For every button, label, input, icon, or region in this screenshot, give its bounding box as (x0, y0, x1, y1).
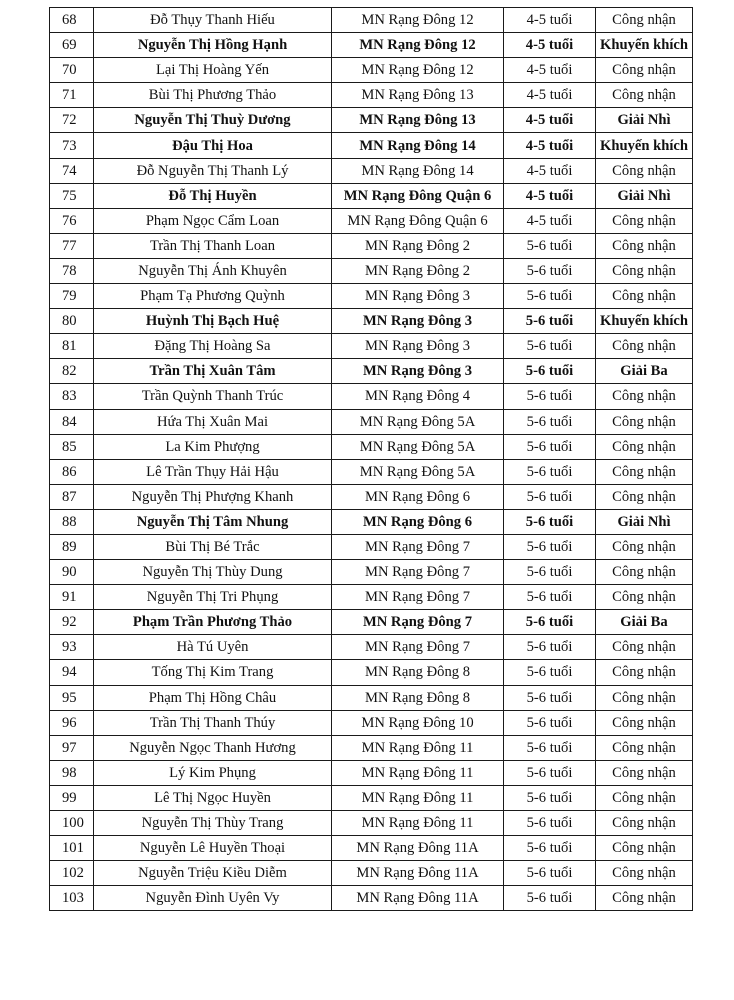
school-name: MN Rạng Đông 11 (332, 760, 504, 785)
age-group: 5-6 tuổi (504, 886, 596, 911)
teacher-name: Phạm Thị Hồng Châu (94, 685, 332, 710)
award-level: Công nhận (596, 760, 693, 785)
row-number: 101 (50, 836, 94, 861)
award-level: Giải Nhì (596, 509, 693, 534)
table-row (50, 560, 693, 585)
table-row (50, 359, 693, 384)
teacher-name: Nguyễn Thị Phượng Khanh (94, 484, 332, 509)
award-level: Công nhận (596, 710, 693, 735)
row-number: 68 (50, 8, 94, 33)
age-group: 4-5 tuổi (504, 83, 596, 108)
row-number: 86 (50, 459, 94, 484)
school-name: MN Rạng Đông 11A (332, 861, 504, 886)
row-number: 70 (50, 58, 94, 83)
school-name: MN Rạng Đông 14 (332, 158, 504, 183)
school-name: MN Rạng Đông 5A (332, 409, 504, 434)
award-level: Công nhận (596, 233, 693, 258)
age-group: 5-6 tuổi (504, 861, 596, 886)
school-name: MN Rạng Đông 12 (332, 33, 504, 58)
school-name: MN Rạng Đông Quận 6 (332, 208, 504, 233)
teacher-name: Trần Thị Xuân Tâm (94, 359, 332, 384)
row-number: 72 (50, 108, 94, 133)
table-row (50, 334, 693, 359)
school-name: MN Rạng Đông 11 (332, 735, 504, 760)
school-name: MN Rạng Đông 6 (332, 509, 504, 534)
row-number: 97 (50, 735, 94, 760)
row-number: 102 (50, 861, 94, 886)
row-number: 98 (50, 760, 94, 785)
teacher-name: Bùi Thị Phương Thảo (94, 83, 332, 108)
award-level: Công nhận (596, 384, 693, 409)
award-level: Công nhận (596, 685, 693, 710)
row-number: 93 (50, 635, 94, 660)
teacher-name: Nguyễn Đình Uyên Vy (94, 886, 332, 911)
table-row (50, 158, 693, 183)
row-number: 92 (50, 610, 94, 635)
table-row (50, 484, 693, 509)
table-row (50, 459, 693, 484)
table-row (50, 635, 693, 660)
teacher-name: Trần Quỳnh Thanh Trúc (94, 384, 332, 409)
award-level: Công nhận (596, 258, 693, 283)
age-group: 5-6 tuổi (504, 534, 596, 559)
age-group: 5-6 tuổi (504, 484, 596, 509)
table-row (50, 409, 693, 434)
row-number: 79 (50, 284, 94, 309)
age-group: 5-6 tuổi (504, 710, 596, 735)
award-level: Công nhận (596, 585, 693, 610)
age-group: 4-5 tuổi (504, 133, 596, 158)
row-number: 69 (50, 33, 94, 58)
age-group: 5-6 tuổi (504, 434, 596, 459)
age-group: 5-6 tuổi (504, 735, 596, 760)
school-name: MN Rạng Đông 3 (332, 284, 504, 309)
age-group: 5-6 tuổi (504, 284, 596, 309)
teacher-name: Đỗ Nguyễn Thị Thanh Lý (94, 158, 332, 183)
award-level: Công nhận (596, 409, 693, 434)
age-group: 5-6 tuổi (504, 836, 596, 861)
table-row (50, 735, 693, 760)
school-name: MN Rạng Đông 3 (332, 359, 504, 384)
table-row (50, 33, 693, 58)
award-level: Công nhận (596, 284, 693, 309)
row-number: 71 (50, 83, 94, 108)
age-group: 5-6 tuổi (504, 660, 596, 685)
teacher-name: Phạm Trần Phương Thảo (94, 610, 332, 635)
award-level: Công nhận (596, 484, 693, 509)
age-group: 5-6 tuổi (504, 233, 596, 258)
teacher-name: Phạm Tạ Phương Quỳnh (94, 284, 332, 309)
school-name: MN Rạng Đông 11 (332, 811, 504, 836)
teacher-name: Nguyễn Lê Huyền Thoại (94, 836, 332, 861)
table-row (50, 836, 693, 861)
award-level: Công nhận (596, 434, 693, 459)
school-name: MN Rạng Đông 7 (332, 560, 504, 585)
award-level: Công nhận (596, 861, 693, 886)
teacher-name: Bùi Thị Bé Trắc (94, 534, 332, 559)
table-row (50, 660, 693, 685)
award-level: Công nhận (596, 811, 693, 836)
teacher-name: Nguyễn Thị Thùy Dung (94, 560, 332, 585)
teacher-name: Nguyễn Thị Thùy Trang (94, 811, 332, 836)
age-group: 5-6 tuổi (504, 811, 596, 836)
table-row (50, 108, 693, 133)
teacher-name: Nguyễn Thị Hồng Hạnh (94, 33, 332, 58)
teacher-name: Hà Tú Uyên (94, 635, 332, 660)
school-name: MN Rạng Đông 8 (332, 685, 504, 710)
row-number: 94 (50, 660, 94, 685)
age-group: 5-6 tuổi (504, 560, 596, 585)
row-number: 90 (50, 560, 94, 585)
school-name: MN Rạng Đông 4 (332, 384, 504, 409)
teacher-name: Trần Thị Thanh Loan (94, 233, 332, 258)
teacher-name: Lý Kim Phụng (94, 760, 332, 785)
school-name: MN Rạng Đông 7 (332, 635, 504, 660)
school-name: MN Rạng Đông 11A (332, 886, 504, 911)
row-number: 82 (50, 359, 94, 384)
school-name: MN Rạng Đông 7 (332, 610, 504, 635)
age-group: 5-6 tuổi (504, 585, 596, 610)
row-number: 78 (50, 258, 94, 283)
row-number: 84 (50, 409, 94, 434)
award-level: Công nhận (596, 660, 693, 685)
age-group: 5-6 tuổi (504, 258, 596, 283)
age-group: 5-6 tuổi (504, 610, 596, 635)
row-number: 76 (50, 208, 94, 233)
teacher-name: Đỗ Thị Huyền (94, 183, 332, 208)
award-level: Công nhận (596, 8, 693, 33)
teacher-name: Nguyễn Thị Ánh Khuyên (94, 258, 332, 283)
row-number: 83 (50, 384, 94, 409)
row-number: 96 (50, 710, 94, 735)
school-name: MN Rạng Đông 6 (332, 484, 504, 509)
school-name: MN Rạng Đông 11 (332, 785, 504, 810)
teacher-name: Huỳnh Thị Bạch Huệ (94, 309, 332, 334)
age-group: 5-6 tuổi (504, 760, 596, 785)
row-number: 80 (50, 309, 94, 334)
school-name: MN Rạng Đông 7 (332, 534, 504, 559)
teacher-name: Phạm Ngọc Cẩm Loan (94, 208, 332, 233)
table-row (50, 434, 693, 459)
table-row (50, 233, 693, 258)
age-group: 4-5 tuổi (504, 8, 596, 33)
award-level: Giải Ba (596, 610, 693, 635)
table-row (50, 133, 693, 158)
table-row (50, 811, 693, 836)
award-level: Khuyến khích (596, 309, 693, 334)
award-level: Khuyến khích (596, 133, 693, 158)
age-group: 5-6 tuổi (504, 309, 596, 334)
row-number: 100 (50, 811, 94, 836)
row-number: 91 (50, 585, 94, 610)
award-level: Giải Nhì (596, 183, 693, 208)
table-row (50, 585, 693, 610)
age-group: 4-5 tuổi (504, 208, 596, 233)
row-number: 103 (50, 886, 94, 911)
school-name: MN Rạng Đông 5A (332, 434, 504, 459)
school-name: MN Rạng Đông 2 (332, 258, 504, 283)
row-number: 73 (50, 133, 94, 158)
row-number: 81 (50, 334, 94, 359)
teacher-name: Lê Trần Thụy Hải Hậu (94, 459, 332, 484)
table-row (50, 760, 693, 785)
row-number: 75 (50, 183, 94, 208)
age-group: 5-6 tuổi (504, 685, 596, 710)
award-level: Công nhận (596, 735, 693, 760)
age-group: 5-6 tuổi (504, 334, 596, 359)
table-row (50, 284, 693, 309)
table-row (50, 610, 693, 635)
age-group: 5-6 tuổi (504, 635, 596, 660)
award-level: Công nhận (596, 836, 693, 861)
table-row (50, 384, 693, 409)
age-group: 4-5 tuổi (504, 108, 596, 133)
award-level: Công nhận (596, 534, 693, 559)
age-group: 4-5 tuổi (504, 33, 596, 58)
award-level: Công nhận (596, 58, 693, 83)
table-row (50, 258, 693, 283)
row-number: 95 (50, 685, 94, 710)
row-number: 99 (50, 785, 94, 810)
teacher-name: Trần Thị Thanh Thúy (94, 710, 332, 735)
awards-table (49, 7, 693, 911)
school-name: MN Rạng Đông 5A (332, 459, 504, 484)
school-name: MN Rạng Đông 14 (332, 133, 504, 158)
school-name: MN Rạng Đông 8 (332, 660, 504, 685)
age-group: 4-5 tuổi (504, 183, 596, 208)
age-group: 5-6 tuổi (504, 359, 596, 384)
award-level: Giải Ba (596, 359, 693, 384)
school-name: MN Rạng Đông 12 (332, 8, 504, 33)
table-row (50, 710, 693, 735)
school-name: MN Rạng Đông 13 (332, 83, 504, 108)
age-group: 5-6 tuổi (504, 384, 596, 409)
school-name: MN Rạng Đông 10 (332, 710, 504, 735)
award-level: Giải Nhì (596, 108, 693, 133)
teacher-name: Đỗ Thụy Thanh Hiếu (94, 8, 332, 33)
table-row (50, 534, 693, 559)
age-group: 4-5 tuổi (504, 58, 596, 83)
teacher-name: Nguyễn Thị Thuỳ Dương (94, 108, 332, 133)
age-group: 5-6 tuổi (504, 785, 596, 810)
school-name: MN Rạng Đông 3 (332, 334, 504, 359)
age-group: 5-6 tuổi (504, 459, 596, 484)
teacher-name: Nguyễn Triệu Kiều Diễm (94, 861, 332, 886)
teacher-name: Nguyễn Thị Tri Phụng (94, 585, 332, 610)
award-level: Công nhận (596, 459, 693, 484)
teacher-name: Lại Thị Hoàng Yến (94, 58, 332, 83)
award-level: Công nhận (596, 83, 693, 108)
award-level: Công nhận (596, 886, 693, 911)
school-name: MN Rạng Đông 3 (332, 309, 504, 334)
age-group: 4-5 tuổi (504, 158, 596, 183)
table-row (50, 8, 693, 33)
table-row (50, 785, 693, 810)
teacher-name: Hứa Thị Xuân Mai (94, 409, 332, 434)
age-group: 5-6 tuổi (504, 509, 596, 534)
school-name: MN Rạng Đông 11A (332, 836, 504, 861)
row-number: 89 (50, 534, 94, 559)
table-row (50, 183, 693, 208)
award-level: Công nhận (596, 635, 693, 660)
award-level: Công nhận (596, 158, 693, 183)
school-name: MN Rạng Đông Quận 6 (332, 183, 504, 208)
table-row (50, 208, 693, 233)
teacher-name: Tống Thị Kim Trang (94, 660, 332, 685)
school-name: MN Rạng Đông 12 (332, 58, 504, 83)
teacher-name: Lê Thị Ngọc Huyền (94, 785, 332, 810)
teacher-name: Đậu Thị Hoa (94, 133, 332, 158)
school-name: MN Rạng Đông 2 (332, 233, 504, 258)
table-row (50, 83, 693, 108)
row-number: 74 (50, 158, 94, 183)
row-number: 87 (50, 484, 94, 509)
teacher-name: La Kim Phượng (94, 434, 332, 459)
row-number: 88 (50, 509, 94, 534)
row-number: 85 (50, 434, 94, 459)
award-level: Công nhận (596, 334, 693, 359)
table-row (50, 509, 693, 534)
award-level: Công nhận (596, 785, 693, 810)
award-level: Công nhận (596, 560, 693, 585)
table-row (50, 861, 693, 886)
school-name: MN Rạng Đông 7 (332, 585, 504, 610)
teacher-name: Nguyễn Ngọc Thanh Hương (94, 735, 332, 760)
awards-table-body (50, 8, 693, 911)
table-row (50, 58, 693, 83)
teacher-name: Nguyễn Thị Tâm Nhung (94, 509, 332, 534)
award-level: Khuyến khích (596, 33, 693, 58)
table-row (50, 886, 693, 911)
award-level: Công nhận (596, 208, 693, 233)
table-row (50, 685, 693, 710)
teacher-name: Đặng Thị Hoàng Sa (94, 334, 332, 359)
age-group: 5-6 tuổi (504, 409, 596, 434)
row-number: 77 (50, 233, 94, 258)
table-row (50, 309, 693, 334)
school-name: MN Rạng Đông 13 (332, 108, 504, 133)
